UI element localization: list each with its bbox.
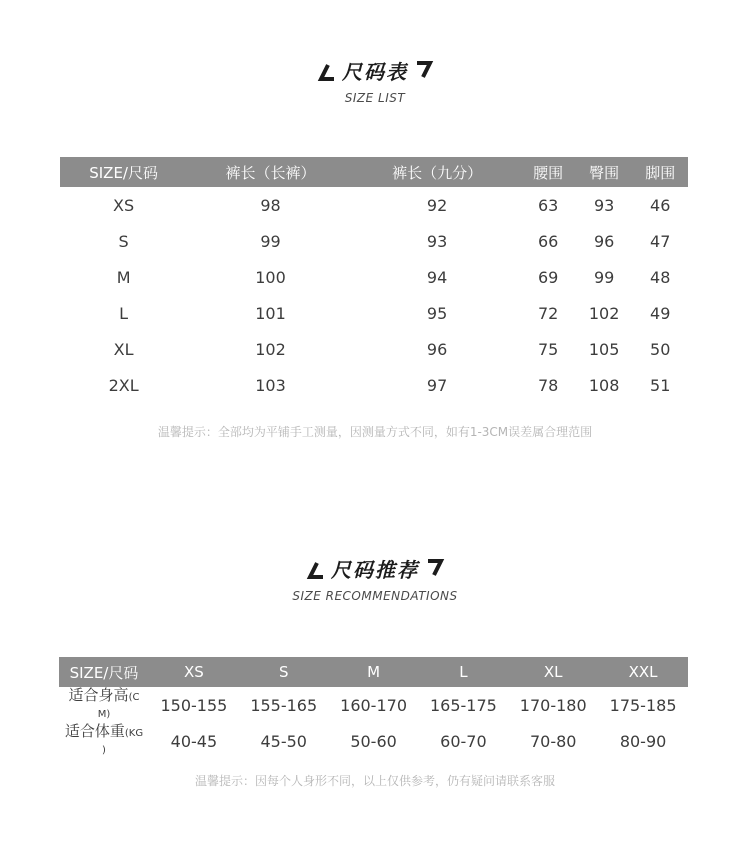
table-cell: 50-60 xyxy=(350,731,397,751)
left-bracket-icon xyxy=(316,59,336,83)
table-cell: 93 xyxy=(426,231,448,251)
table-cell: XL xyxy=(113,339,134,359)
table-cell: 70-80 xyxy=(529,731,577,751)
table-cell: 60-70 xyxy=(440,731,487,751)
row-label-unit: M) xyxy=(97,709,111,720)
header-l: L xyxy=(418,657,508,687)
table-cell: 99 xyxy=(593,267,615,287)
table-cell: 94 xyxy=(426,267,448,287)
header-leg-opening: 脚围 xyxy=(632,157,688,187)
header-size: SIZE/尺码 xyxy=(60,157,187,187)
size-recommendations-title: 尺码推荐 xyxy=(331,558,419,582)
table-row xyxy=(60,223,688,259)
size-recommendation-table xyxy=(59,657,688,759)
table-cell: 69 xyxy=(537,267,559,287)
table-row xyxy=(60,295,688,331)
header-m: M xyxy=(329,657,419,687)
table-row xyxy=(60,367,688,403)
table-cell: S xyxy=(118,231,129,251)
table-cell: 95 xyxy=(426,303,448,323)
right-bracket-icon xyxy=(425,557,445,581)
size-list-title: 尺码表 xyxy=(342,60,408,84)
table-cell: 155-165 xyxy=(250,695,318,715)
table-cell: 72 xyxy=(537,303,559,323)
table-cell: 102 xyxy=(255,339,286,359)
table-cell: XS xyxy=(113,195,135,215)
table-cell: M xyxy=(116,267,131,287)
row-label-unit: (KG xyxy=(124,728,144,739)
table-cell: 40-45 xyxy=(170,731,218,751)
size-table xyxy=(60,157,688,403)
table-cell: 63 xyxy=(537,195,559,215)
table-cell: 80-90 xyxy=(619,731,667,751)
table-cell: 108 xyxy=(588,375,620,395)
table-row xyxy=(59,723,688,759)
table-cell: 96 xyxy=(426,339,448,359)
table-row xyxy=(60,259,688,295)
table-cell: 75 xyxy=(537,339,559,359)
right-bracket-icon xyxy=(414,59,434,83)
table-cell: 48 xyxy=(650,267,671,287)
size-recommendations-heading xyxy=(0,554,750,603)
size-list-subtitle: SIZE LIST xyxy=(344,90,406,105)
row-label-text: 适合体重 xyxy=(64,722,125,740)
header-s: S xyxy=(239,657,329,687)
table-cell: 160-170 xyxy=(340,695,407,715)
table-cell: 2XL xyxy=(108,375,139,395)
header-xxl: XXL xyxy=(598,657,688,687)
table-cell: 50 xyxy=(650,339,671,359)
table-cell: 66 xyxy=(537,231,559,251)
table-cell: 46 xyxy=(650,195,671,215)
table-cell: 78 xyxy=(537,375,559,395)
table-cell: 99 xyxy=(260,231,281,251)
header-size: SIZE/尺码 xyxy=(59,657,149,687)
row-label-weight xyxy=(59,723,149,759)
table-row xyxy=(59,687,688,723)
table-cell: 102 xyxy=(588,303,620,323)
size-recommendations-subtitle: SIZE RECOMMENDATIONS xyxy=(292,588,458,603)
header-waist: 腰围 xyxy=(520,157,576,187)
row-label-unit: ) xyxy=(102,745,106,756)
table-cell: 105 xyxy=(588,339,620,359)
rec-table-header xyxy=(59,657,688,687)
table-cell: 51 xyxy=(650,375,671,395)
row-label-text: 适合身高 xyxy=(68,686,129,704)
row-label-height xyxy=(59,687,149,723)
left-bracket-icon xyxy=(305,557,325,581)
table-cell: 170-180 xyxy=(519,695,587,715)
table-cell: 98 xyxy=(260,195,281,215)
table-cell: 103 xyxy=(255,375,286,395)
table-cell: 47 xyxy=(650,231,671,251)
header-xs: XS xyxy=(149,657,239,687)
size-recommendations-note: 温馨提示：因每个人身形不同，以上仅供参考，仍有疑问请联系客服 xyxy=(194,774,555,788)
row-label-unit: (C xyxy=(128,692,140,703)
size-list-heading xyxy=(0,56,750,105)
table-cell: 175-185 xyxy=(609,695,677,715)
table-cell: 100 xyxy=(255,267,286,287)
table-cell: 93 xyxy=(593,195,615,215)
table-cell: 150-155 xyxy=(160,695,228,715)
header-pants-length-long: 裤长（长裤） xyxy=(187,157,354,187)
table-cell: 49 xyxy=(650,303,671,323)
table-cell: L xyxy=(119,303,129,323)
table-cell: 92 xyxy=(426,195,448,215)
header-hip: 臀围 xyxy=(576,157,633,187)
table-cell: 96 xyxy=(593,231,615,251)
header-pants-length-cropped: 裤长（九分） xyxy=(354,157,521,187)
table-cell: 45-50 xyxy=(260,731,307,751)
header-xl: XL xyxy=(508,657,598,687)
table-cell: 165-175 xyxy=(429,695,497,715)
table-row xyxy=(60,331,688,367)
size-table-header xyxy=(60,157,688,187)
table-row xyxy=(60,187,688,223)
table-cell: 97 xyxy=(426,375,448,395)
table-cell: 101 xyxy=(255,303,286,323)
size-list-note: 温馨提示：全部均为平铺手工测量，因测量方式不同，如有1-3CM误差属合理范围 xyxy=(157,425,593,439)
